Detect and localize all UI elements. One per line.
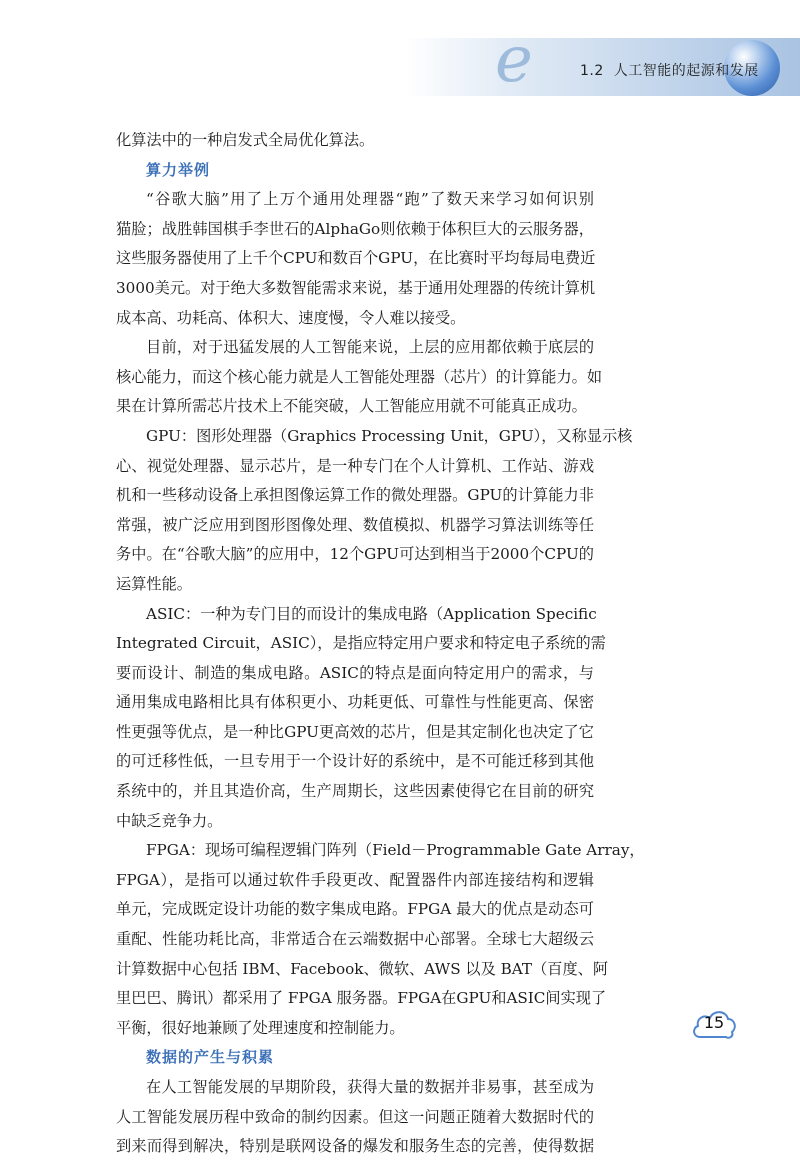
paragraph-line: 性更强等优点，是一种比GPU更高效的芯片，但是其定制化也决定了它	[116, 722, 594, 741]
section-title: 人工智能的起源和发展	[613, 63, 759, 79]
paragraph-line: 运算性能。	[116, 574, 192, 593]
paragraph-line: 计算数据中心包括 IBM、Facebook、微软、AWS 以及 BAT（百度、阿	[116, 959, 609, 978]
running-header	[580, 60, 759, 80]
paragraph-line: 3000美元。对于绝大多数智能需求来说，基于通用处理器的传统计算机	[116, 278, 596, 297]
paragraph-line: 通用集成电路相比具有体积更小、功耗更低、可靠性与性能更高、保密	[116, 693, 594, 712]
paragraph-line: 在人工智能发展的早期阶段，获得大量的数据并非易事，甚至成为	[146, 1078, 594, 1096]
page-number: 15	[703, 1013, 725, 1032]
paragraph-line: 成本高、功耗高、体积大、速度慢，令人难以接受。	[116, 308, 466, 327]
section-number: 1.2	[580, 63, 604, 79]
paragraph-line: 目前，对于迅猛发展的人工智能来说，上层的应用都依赖于底层的	[146, 338, 594, 357]
paragraph-line: 机和一些移动设备上承担图像运算工作的微处理器。GPU的计算能力非	[116, 486, 594, 505]
intro-line: 化算法中的一种启发式全局优化算法。	[116, 131, 375, 149]
paragraph-line: 这些服务器使用了上千个CPU和数百个GPU，在比赛时平均每局电费近	[116, 249, 596, 268]
paragraph-line: 单元，完成既定设计功能的数字集成电路。FPGA 最大的优点是动态可	[116, 900, 594, 919]
paragraph-line: 心、视觉处理器、显示芯片，是一种专门在个人计算机、工作站、游戏	[116, 456, 594, 475]
paragraph-line: GPU：图形处理器（Graphics Processing Unit，GPU），又称显示核	[146, 426, 633, 445]
paragraph-line: 的可迁移性低，一旦专用于一个设计好的系统中，是不可能迁移到其他	[116, 752, 594, 771]
paragraph-line: 常强，被广泛应用到图形图像处理、数值模拟、机器学习算法训练等任	[116, 515, 594, 534]
paragraph-line: 要而设计、制造的集成电路。ASIC的特点是面向特定用户的需求，与	[116, 663, 594, 682]
paragraph-line: 中缺乏竞争力。	[116, 811, 223, 830]
paragraph-line: FPGA），是指可以通过软件手段更改、配置器件内部连接结构和逻辑	[116, 870, 594, 889]
paragraph-line: 到来而得到解决，特别是联网设备的爆发和服务生态的完善，使得数据	[116, 1137, 594, 1156]
main-text	[116, 126, 645, 1162]
paragraph-line: 猫脸；战胜韩国棋手李世石的AlphaGo则依赖于体积巨大的云服务器，	[116, 219, 594, 238]
section-heading-data: 数据的产生与积累	[146, 1048, 275, 1067]
paragraph-line: Integrated Circuit，ASIC），是指应特定用户要求和特定电子系统的需	[116, 634, 606, 653]
paragraph-line: ASIC：一种为专门目的而设计的集成电路（Application Specific	[146, 604, 597, 623]
section-heading-compute: 算力举例	[146, 160, 211, 179]
header-decor-letter: e	[495, 23, 533, 97]
paragraph-line: 系统中的，并且其造价高，生产周期长，这些因素使得它在目前的研究	[116, 782, 594, 801]
paragraph-line: 人工智能发展历程中致命的制约因素。但这一问题正随着大数据时代的	[116, 1107, 594, 1126]
page-number-badge	[690, 1004, 738, 1042]
paragraph-line: 果在计算所需芯片技术上不能突破，人工智能应用就不可能真正成功。	[116, 397, 587, 416]
paragraph-line: “谷歌大脑”用了上万个通用处理器“跑”了数天来学习如何识别	[146, 190, 594, 209]
paragraph-line: 里巴巴、腾讯）都采用了 FPGA 服务器。FPGA在GPU和ASIC间实现了	[116, 989, 607, 1008]
paragraph-line: 核心能力，而这个核心能力就是人工智能处理器（芯片）的计算能力。如	[116, 367, 602, 386]
paragraph-line: 重配、性能功耗比高，非常适合在云端数据中心部署。全球七大超级云	[116, 930, 594, 949]
paragraph-line: 务中。在“谷歌大脑”的应用中，12个GPU可达到相当于2000个CPU的	[116, 545, 594, 564]
paragraph-line: FPGA：现场可编程逻辑门阵列（Field－Programmable Gate Array，	[146, 841, 645, 860]
paragraph-line: 平衡，很好地兼顾了处理速度和控制能力。	[116, 1018, 405, 1037]
